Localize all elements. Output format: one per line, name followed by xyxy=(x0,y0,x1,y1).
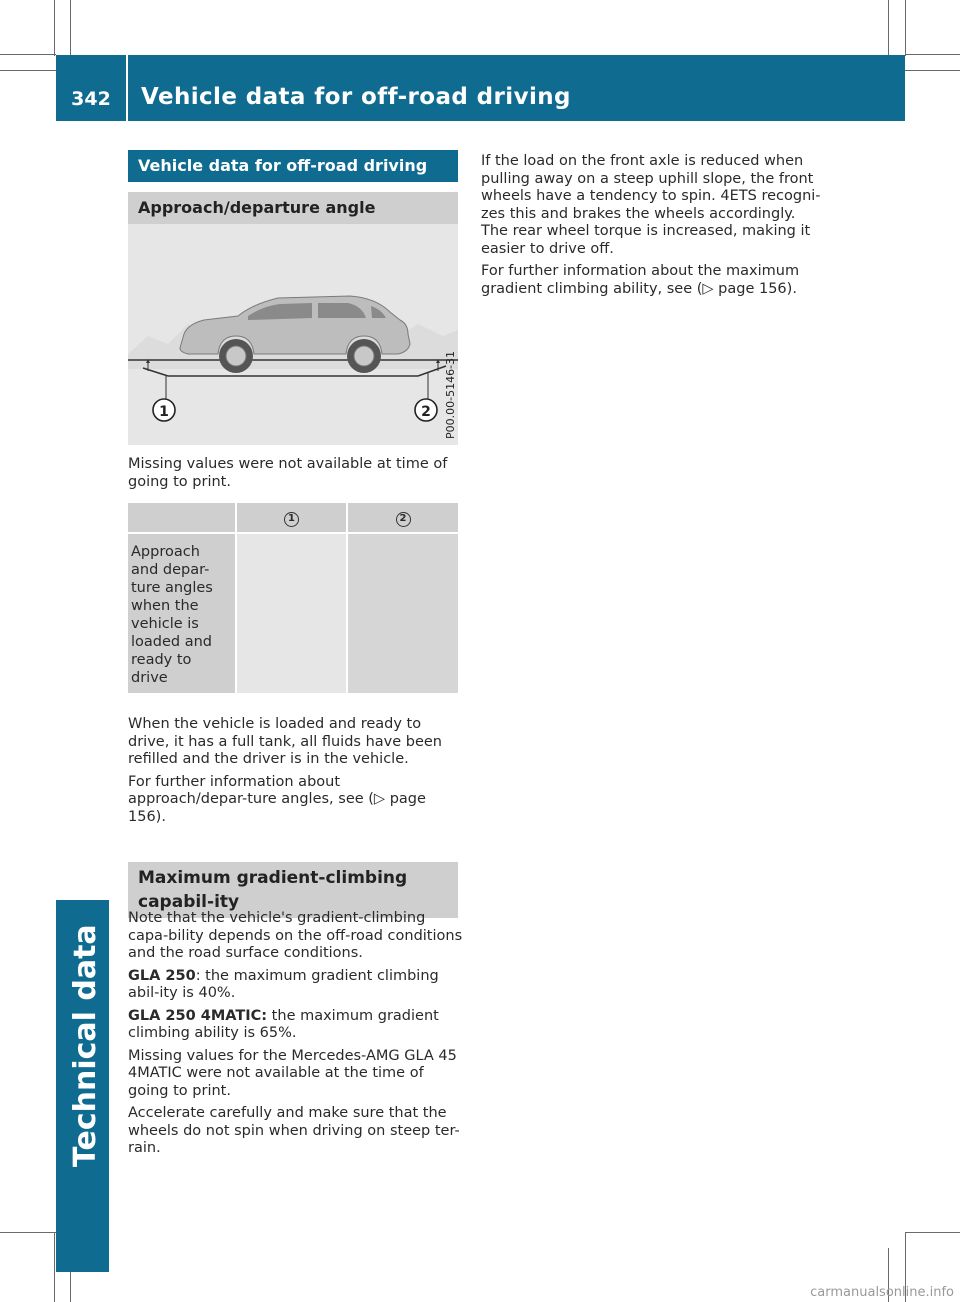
suv-side-view-image xyxy=(128,224,458,445)
section-title: Vehicle data for off-road driving xyxy=(128,150,458,182)
table-header-row xyxy=(128,503,458,533)
gla250-4matic-text: the maximum gradient climbing ability is 65%. xyxy=(128,1007,439,1041)
side-tab-label xyxy=(64,897,103,1167)
crop-mark xyxy=(905,0,906,56)
para-loaded: When the vehicle is loaded and ready to drive, it has a full tank, all fluids have been refilled and the driver is in the vehicle. xyxy=(128,716,443,767)
para-front-axle: If the load on the front axle is reduced when pulling away on a steep uphill slope, the front wheels have a tendency to spin. 4ETS recogni-zes this and brakes the wheels accordingly. The rear wheel torque is increased, making it easier to drive off. xyxy=(481,153,821,257)
gradient-section-title: Maximum gradient-climbing capabil-ity xyxy=(128,862,458,918)
angle-table xyxy=(128,503,458,693)
subsection-title: Approach/departure angle xyxy=(128,192,458,224)
watermark: carmanualsonline.info xyxy=(810,1285,954,1300)
table-cell-col-2 xyxy=(347,533,458,693)
row-label-line: Approach xyxy=(131,544,200,560)
para-gla250-4matic xyxy=(128,1008,463,1043)
page-number: 342 xyxy=(71,88,111,110)
row-label-line: when the xyxy=(131,598,199,614)
crop-mark xyxy=(0,1232,56,1233)
callout-2-text: 2 xyxy=(421,404,431,420)
left-column xyxy=(128,150,458,224)
para-missing-amg: Missing values for the Mercedes-AMG GLA 45 4MATIC were not available at the time of going to print. xyxy=(128,1047,457,1099)
missing-note-text: Missing values were not available at time of going to print. xyxy=(128,456,448,490)
gradient-section xyxy=(128,852,458,918)
para-note: Note that the vehicle's gradient-climbing capa-bility depends on the off-road conditions and the road surface conditions. xyxy=(128,910,463,961)
gla250-4matic-label: GLA 250 4MATIC: xyxy=(128,1007,268,1024)
row-label-line: ture angles xyxy=(131,580,213,596)
missing-values-note xyxy=(128,456,458,496)
para-further-gradient: For further information about the maximum gradient climbing ability, see (▷ page 156). xyxy=(481,263,800,297)
loaded-paragraphs xyxy=(128,716,463,831)
crop-mark xyxy=(888,0,889,56)
row-label-line: drive xyxy=(131,670,168,686)
crop-mark xyxy=(0,54,56,55)
crop-mark xyxy=(70,0,71,56)
row-label-line: and depar- xyxy=(131,562,210,578)
table-header-empty xyxy=(128,503,236,533)
table-header-col-2 xyxy=(347,503,458,533)
crop-mark xyxy=(905,1232,960,1233)
row-label-line: vehicle is xyxy=(131,616,199,632)
table-row xyxy=(128,533,458,693)
crop-mark xyxy=(0,70,56,71)
header-divider xyxy=(126,55,128,121)
para-further-approach: For further information about approach/depar-ture angles, see (▷ page 156). xyxy=(128,773,426,825)
gla250-text: : the maximum gradient climbing abil-ity is 40%. xyxy=(128,967,439,1001)
vehicle-illustration xyxy=(128,224,458,445)
para-gla250 xyxy=(128,968,463,1003)
col-2-marker: 2 xyxy=(396,512,411,527)
running-title: Vehicle data for off-road driving xyxy=(141,84,571,110)
table-header-col-1 xyxy=(236,503,347,533)
para-accelerate: Accelerate carefully and make sure that the wheels do not spin when driving on steep ter-rain. xyxy=(128,1105,460,1156)
right-column xyxy=(481,153,821,303)
illustration-code: P00.00-5146-31 xyxy=(444,350,457,439)
row-label-line: ready to xyxy=(131,652,192,668)
crop-mark xyxy=(54,0,55,56)
callout-1-text: 1 xyxy=(159,404,169,420)
crop-mark xyxy=(905,54,960,55)
col-1-marker: 1 xyxy=(284,512,299,527)
crop-mark xyxy=(905,70,960,71)
crop-mark xyxy=(54,1232,55,1302)
table-row-label xyxy=(128,533,236,693)
gla250-label: GLA 250 xyxy=(128,967,196,984)
gradient-paragraphs xyxy=(128,910,463,1163)
row-label-line: loaded and xyxy=(131,634,213,650)
side-tab-text: Technical data xyxy=(68,924,103,1167)
table-cell-col-1 xyxy=(236,533,347,693)
